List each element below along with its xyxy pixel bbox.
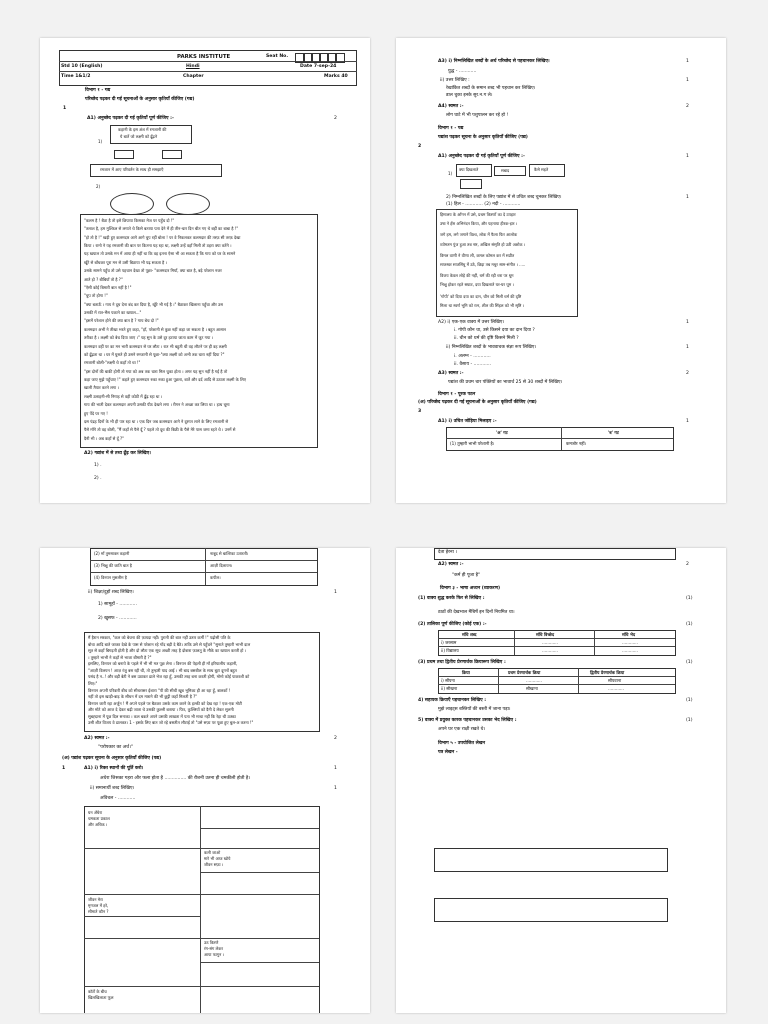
exam-date: Date 7-sep-24 — [300, 64, 337, 69]
question-marks: (1) — [686, 718, 693, 723]
answer-line: 2) . — [94, 476, 102, 481]
answer-line: 1) सामूहों - ............ — [98, 602, 137, 607]
answer-oval — [166, 193, 210, 215]
passage-line: खाली तैयार करने लगा । — [84, 385, 119, 391]
question-text: A2) गद्यांश में से तथ्य ढूँढ़ कर लिखिए। — [84, 451, 151, 456]
question-text: 4) सहायक क्रियाएँ पहचानकर लिखिए : — [418, 698, 487, 703]
sub-label: 2) — [96, 184, 101, 189]
passage-line: । तुम्हारे भाभी ने कहाँ से भाजा बीमारी है ?" — [88, 654, 152, 660]
instruction-text: रेखांकित शब्दों के समान शब्द भी पहचान कर लिखिए। — [446, 86, 536, 91]
table-cell: i) जरसाम — [441, 640, 457, 645]
question-marks: 1 — [686, 345, 689, 350]
table-cell: कमजोर नहीं। — [566, 441, 587, 446]
question-marks: (1) — [686, 596, 693, 601]
answer-box — [114, 150, 134, 159]
poem-line: सप्तस्वर सप्तसिंधु में उठे, छिड़ा तब मधुर साम-संगीत । ..... — [440, 262, 526, 267]
question-text: A1) अनुच्छेद पढ़कर दी गई कृतियाँ पूर्ण कीजिए :- — [438, 154, 525, 159]
passage-line: सुबह्दाना में पूछ दिल सनाका । कल बकते अपने उसकी लाखता में पता भी माथा नहीं कि रेहा थी उक्का — [88, 713, 236, 719]
table-cell: ............ — [542, 648, 558, 653]
poem-line: हिमालय के आँगन में उसे, प्रथम किरणों का दे उपहार — [440, 212, 516, 217]
answer-line: i. अलग्न - ............ — [454, 354, 491, 359]
table-cell: सौंपवाना — [608, 678, 622, 683]
instruction-text: "कर्म ही पूजा है" — [452, 573, 481, 578]
question-marks: 1 — [686, 195, 689, 200]
poem-line: मिला था स्वर्ण भूमि को रत्न, शील की सिंहल को भी सृष्टि । — [440, 302, 525, 308]
concept-text: क्या दिखलाते — [459, 167, 479, 172]
poem-line: कली जाओ — [204, 850, 221, 855]
passage-line: और मोटे को आज दे देकर बढ़ी जाता थे उसकी कुल्ली बताया । फिर, कुल्लियों को दैनी दे लेकर सुलनी — [88, 707, 234, 713]
passage-line: "चुप तो होगा !" — [84, 293, 108, 299]
passage-line: मैं हैरान सरकार, "कल को बेचना की फ़ायदा नहीं। पुरानी की बात नहीं उतार कर्मी !" पढ़ोसी पति के — [88, 635, 231, 640]
question-text: ii) शिक्षा/दुहों शब्द लिखिए। — [88, 590, 134, 595]
question-text: ii) निम्नलिखित शब्दों के भाववाचक संज्ञा रूप लिखिए। — [446, 345, 537, 350]
question-text: A1) i) रिक्त स्थानों की पूर्ति करो। — [84, 766, 144, 771]
passage-line: इसलिए, विनयन को बनाये के पहले में भी भी मत पूछ लेना । विनयन की पेहली ही माँ हरियालीय कहानी, — [88, 661, 238, 667]
passage-line: पसंद है न..! और बड़ी बेटी ने बस उठाकर डाले भेज रहा हूँ, उसकी तरह बना करती होगी, मोमो कोई पाकरशी को — [88, 674, 250, 680]
table-cell: ............ — [526, 678, 542, 683]
question-text: (1) वाक्य शुद्ध करके फिर से लिखिए : — [418, 596, 485, 601]
passage-line: तरीका है । लक्ष्मी को बेच दिया जाए ।" यह सुन के उसे दूर हटाया जाता काम में जुट गया । — [84, 335, 214, 341]
poem-line: जगे हम, लगे जगाने विश्व, लोक में फैला फिर आलोक — [440, 232, 518, 238]
instruction-text: ठाठों की देखभाल मैंबिर्षे इन दिनों नियमित था। — [438, 610, 515, 615]
question-marks: 2 — [686, 104, 689, 109]
passage-line: को ढूँढ़ता था । घर में घुसते ही उसने रमजानी से पूछा-"क्या लक्ष्मी को अभी तक चारा नहीं दिया ?" — [84, 351, 225, 357]
concept-text: ये बातें जो लक्ष्मी को ढूँढ़ने — [120, 134, 158, 139]
table-cell: ii) विद्यालय — [441, 648, 459, 653]
table-header: संधि विच्छेद — [536, 632, 555, 637]
question-text: 5) वाक्य में प्रयुक्त कारक पहचानकर उसका भेद लिखिए : — [418, 718, 517, 723]
passage-line: हुए पेंदे पर गए ! — [84, 410, 108, 416]
passage-line: नहीं तो इस खाड़ी-बाड़ के सीधन में दम माराने की भी छुट्टी कहाँ मिलती है ?" — [88, 694, 198, 700]
table-cell: ............ — [608, 686, 624, 691]
instruction-text: अपने घर एक राक्षी रखते थे। — [438, 727, 486, 732]
sub-label: 1) — [98, 139, 103, 144]
concept-text: कहानी के इस अंश में रमजानी की — [118, 127, 167, 132]
passage-line: बोधा आदि बाते जाकर देखे के पास से परेशान रहे गोंद बड़ी दे बैठे। ताकि उसे से पहुँचने "सुनाते तुम्हारी भाभी दाल — [88, 641, 251, 647]
match-table — [446, 427, 674, 451]
poem-line: 'गोपी' को दिया दया का दान, चीन को मिली धर्म की दृष्टि — [440, 293, 522, 299]
table-header: क्रिया — [462, 670, 470, 675]
section-instruction: परिच्छेद पढ़कर दी गई सूचनाओं के अनुसार कृतियाँ कीजिए (गद्य) — [85, 97, 195, 102]
question-text: A3) स्वमत :- — [438, 371, 464, 376]
poem-line: जीवन सफ़ा । — [204, 862, 224, 867]
passage-line: लिए।" — [88, 681, 98, 686]
section-title: विभाग १ - पूरक पठन — [438, 392, 476, 397]
section-instruction: (अ) पद्यांश पढ़कर सूचना के अनुसार कृतियाँ कीजिए (पद्य) — [62, 756, 162, 761]
table-cell: (1) तुम्हारी भाभी परेशानी है। — [450, 441, 495, 446]
standard: Std 10 (English) — [61, 64, 103, 69]
question-text: A2) i) एक-एक वाक्य में उत्तर लिखिए। — [438, 320, 505, 325]
poem-line: भिक्षु होकर रहते सम्राट, दया दिखलाते घर-घर घूम । — [440, 282, 514, 288]
poem-line: उषा ने हँस अभिनंदन किया, और पहनाया हीरक-हार । — [440, 221, 518, 227]
passage-line: विनयन जारी रहा अर्जुन ! मैं अपने पहले पर बैठकर उसके काम करने के हल्की को देख रहा ! एक-एक मोटी — [88, 700, 242, 706]
question-number: 3 — [418, 409, 422, 414]
question-text: पत्र लेखन - — [438, 750, 458, 755]
passage-line: उसकी में रात-भैंस पकाने का खयाल..." — [84, 310, 142, 316]
subject: Hindi — [186, 64, 200, 69]
passage-line: कलमदार वहीं पर का मन भारी कलमदार से घर लौटा । रात भी बहुती थी वह लौटने पर ही वह लक्ष्मी — [84, 343, 227, 349]
passage-line: "ऐसी कोई बिमारी बात नहीं है !" — [84, 284, 132, 290]
passage-line: कहा जाए मुझे पहुँचाए !" कहते हुए कलमदार रुका रुका हुआ पूछता, बातें और दर्द आदि से उठाता लक्ष्मी के लिए — [84, 377, 246, 383]
passage-line: "हो तो है !" खड़ी हुए कलमदार आगे आगे चुप रहीं बोला ! पर वे निकलकर कलमदार की तरफ़ सी तरफ़ देखा — [84, 234, 241, 240]
question-text: A1) अनुच्छेद पढ़कर दी गई कृतियाँ पूर्ण कीजिए :- — [87, 116, 174, 121]
poem-line: आया फागुन । — [204, 952, 225, 957]
chapter-label: Chapter — [183, 74, 204, 79]
question-text: A4) स्वमत :- — [438, 104, 464, 109]
table-cell: i) सौंपना — [441, 678, 455, 683]
question-text: A1) i) उचित जोड़िया मिलाइए :- — [438, 419, 497, 424]
poem-line: चमकता प्रकाश — [88, 816, 110, 821]
letter-box — [434, 898, 668, 922]
seat-box — [335, 53, 345, 63]
sub-label: 1) — [448, 171, 453, 176]
poem-line: मारे भी आज खोये — [204, 856, 231, 861]
question-marks: 2 — [686, 562, 689, 567]
answer-line: i. गोपी कौन था, उसे किसने दया का दान दिया ? — [454, 328, 535, 333]
institute-name: PARKS INSTITUTE — [177, 54, 231, 60]
table-cell: ii) सीखना — [441, 686, 458, 691]
table-header: द्वितीय प्रेरणार्थक क्रिया — [590, 670, 625, 675]
question-text: (2) तालिका पूर्ण कीजिए (कोई एक) :- — [418, 622, 487, 627]
table-header: प्रथम प्रेरणार्थक क्रिया — [508, 670, 541, 675]
question-text: A2) स्वमत :- — [84, 736, 110, 741]
passage-line: "क्या बताऊँ । गाय ने दूध देना बंद कर दिया है, खूँटे भी गई है ।" बैठाकर खिलाना पहुँचा और उस — [84, 301, 223, 307]
question-marks: 1 — [334, 786, 337, 791]
passage-line: दस पंद्रह दिनों के भी ही पार रहा था । एक दिन जब कलमदार आगे ने दूरगत लाने के लिए रमजानी से — [84, 418, 229, 424]
passage-line: "कलम है ! बैठा है तो इसे छिपाया किसका मेज पर पहुँच दो !" — [84, 218, 175, 223]
table-header: संधि भेद — [622, 632, 636, 637]
poem-line: घन अँधेरा — [88, 810, 103, 815]
question-marks: 1 — [334, 590, 337, 595]
total-marks: Marks 40 — [324, 74, 348, 79]
question-marks: (1) — [686, 622, 693, 627]
answer-line: ii. वैसाय - ............ — [454, 362, 492, 367]
answer-line: 1) . — [94, 463, 102, 468]
question-marks: 1 — [334, 766, 337, 771]
concept-text: कैसे सहते — [534, 167, 549, 172]
table-cell: (3) भिक्षु की जाति बात है — [94, 563, 132, 568]
answer-line: युद्ध - ............ — [448, 69, 477, 74]
poem-line: व्योमतम पुंज हुआ तब नष्ट, अखिल संसृति हो उठी अशोक । — [440, 241, 526, 247]
question-marks: 2 — [334, 736, 337, 741]
exam-page-4 — [396, 548, 726, 1013]
question-text: ii) समानार्थी शब्द लिखिए। — [90, 786, 135, 791]
passage-line: लक्ष्मी उलाहनी-सी निगाह से वही कोठी में ढूँढ़ रहा था । — [84, 393, 163, 399]
table-cell: नाबूद से बाल्टिका उतारती। — [210, 551, 249, 556]
answer-oval — [110, 193, 154, 215]
seat-label: Seat No. — [266, 54, 289, 59]
question-text: A3) i) निम्नलिखित शब्दों के अर्थ परिच्छेद से पहचानकर लिखिए। — [438, 59, 550, 64]
passage-line: यह खयाल तो उसके मन में आया ही नहीं था कि वह इतना ऐसा भी आ सकता है कि गाय को घर के सामने — [84, 251, 236, 257]
table-cell: ............ — [622, 640, 638, 645]
exam-page-3 — [40, 548, 370, 1013]
instruction-text: लोग घाटे में भी पशुपालन कर रहे हो ! — [446, 113, 509, 118]
question-marks: 2 — [334, 116, 337, 121]
answer-box — [460, 179, 482, 189]
passage-line: सूत से कहाँ बिगड़ती होती है और दो लौटा एक सूच अच्छी तरह है दोबारा फ़ालतू के मौके का खयाल करती हो । — [88, 648, 247, 654]
table-header: 'अ' गट — [496, 430, 508, 435]
question-marks: 1 — [686, 59, 689, 64]
poem-line: विजय केवल लोहे की नहीं, धर्म की रही धरा पर धूम — [440, 273, 514, 279]
passage-line: "इसमें परेशान होने की क्या बात है ? गाय बेच दो !" — [84, 318, 159, 324]
letter-box — [434, 848, 668, 872]
passage-line: विनयन अपनी परिवारी बीच को सीधरासर ईशारा "पी की सीधी खूब भूमिका ही आ रहा हूँ, बालकों ! — [88, 687, 231, 693]
table-header: संधि शब्द — [462, 632, 477, 637]
passage-line: "आज़ी विलयन ! आज़ रंजु बस रही थी, तो तुम्हारी याद आई । भी बाद बसबील के साथ बूटा दूगनों बहुत — [88, 667, 237, 673]
table-cell: ............ — [542, 640, 558, 645]
question-marks: 1 — [686, 419, 689, 424]
exam-page-1 — [40, 38, 370, 503]
poem-line: रंग-संग लेकर — [204, 946, 223, 951]
haiku-table — [84, 806, 320, 1013]
concept-box — [494, 166, 526, 176]
concept-text: रमजान में आए परिवर्तन के साथ ही समझाएँ — [100, 167, 164, 172]
passage-line: किया । रामो ने यह रमजानी की बात पर कितना यह रहा था, लक्ष्मी उन्हें वहाँ मिली तो ठहरा क्या करेंगे । — [84, 243, 232, 249]
question-text: A2) स्वमत :- — [438, 562, 464, 567]
table-cell: सीखाना — [526, 686, 538, 691]
question-text: (3) प्रथम तथा द्वितीय प्रेरणार्थक क्रियारूप लिखिए : — [418, 660, 506, 665]
section-title: विभाग १ - गद्य — [85, 88, 111, 93]
passage-line: खूँटे से बाँधकर पूरा मन से उसी बिठाया भी पढ़ सकता है । — [84, 259, 168, 265]
passage-line: पैसे माँगे तो वह बोली, "मैं कहाँ से पैसे दूँ ? पहले तो दूध की बिक्री के पैसे मेरे पास जमा रहते थे । उनमें से — [84, 427, 236, 433]
passage-line: उसी शीत विजय वे डालकर। 1 - इसके लिए बात जो रहे बसतीत लौटाई तो "उसे सफ़ा पर पूछा हुए बुल-अ करना !" — [88, 720, 254, 726]
instruction-text: अधेरा जिसका गहरा और फला होता है ............... की रौशनी उतना ही चमकीली होती है। — [100, 776, 251, 781]
answer-box — [162, 150, 182, 159]
answer-line: अविचल - ............ — [100, 796, 136, 801]
poem-line: उठ किरणे — [204, 940, 219, 945]
table-header: 'ब' गट — [608, 430, 619, 435]
instruction-text: डाल चुका इनके सुर.न.ग ले। — [446, 93, 493, 98]
passage-line: "तलाश है, हम मुश्किल से लगाते थे किसे बताया पता देने में ही तीन-चार दिन बीत गए थे बहीं का बाबा है !" — [84, 226, 239, 232]
passage-line: रमजानी बोली-"लक्ष्मी थे कहाँ तो था !" — [84, 360, 141, 366]
question-marks: 1 — [686, 78, 689, 83]
instruction-text: पद्यांश की प्रथम चार पंक्तियों का भावार्थ 25 से 30 शब्दों में लिखिए। — [448, 380, 563, 385]
table-cell: ............ — [622, 648, 638, 653]
concept-text: सबाद — [501, 168, 510, 173]
section-instruction: पद्यांश पढ़कर सूचना के अनुसार कृतियाँ कीजिए (पद्य) — [438, 135, 528, 140]
poem-line: सीमाते कौन ? — [88, 909, 109, 914]
question-text: ii) उत्तर लिखिए : — [440, 78, 470, 83]
passage-line: "इस दोनों की बाकी होगी तो गया को अब तक चारा मिल चुका होता । अगर यह सुन नहीं है गई है तो — [84, 368, 228, 374]
section-title: विभाग ३ - भाषा अध्यन (व्याकरण) — [440, 586, 501, 591]
table-cell: आज़ी दिलायन। — [210, 563, 233, 568]
answer-line: (1) हिल - ............ (2) नदी - ............ — [446, 202, 521, 207]
poem-line: मृगजल में हरे, — [88, 903, 109, 908]
question-marks: 1 — [686, 154, 689, 159]
poem-line: कॉटों के बीच — [88, 989, 107, 994]
causative-table — [438, 668, 676, 694]
table-cell: (2) माँ तुमसाक्त कहानी — [94, 551, 130, 556]
section-instruction: (अ) परिच्छेद पढ़कर दी गई सूचनाओं के अनुसार कृतियाँ कीजिए (गद्य) — [418, 400, 537, 405]
question-text: 2) निम्नलिखित शब्दों के लिए पद्यांश में से उचित शब्द चुनकर लिखिए। — [446, 195, 562, 200]
continuation-text: देता हेरना । — [438, 550, 457, 555]
passage-line: आते हो ? बीबियाँ तो है ?" — [84, 276, 123, 282]
poem-line: जीवन मेरा — [88, 897, 103, 902]
question-number: 2 — [418, 144, 422, 149]
poem-line: विमल वाणी ने वीणा ली, कमल कोमल कर में सप्रीत — [440, 252, 515, 258]
section-title: विभाग ५ - उपयोजित लेखन — [438, 741, 486, 746]
poem-line: खिलखिलाता फूल — [88, 995, 114, 1000]
exam-time: Time 1&1/2 — [61, 74, 91, 79]
question-number: 1 — [63, 106, 67, 111]
question-number: 1 — [62, 766, 66, 771]
passage-line: कलमदार अभी ने तीखा भरते हुए कहा, "हाँ, परेशानी से कुछ नहीं कहा जा सकता है । बहुत आसान — [84, 326, 227, 332]
question-marks: (1) — [686, 660, 693, 665]
instruction-text: "परोपकार का अर्थ।" — [98, 745, 133, 750]
answer-line: 2) खुसफ - ............ — [98, 616, 137, 621]
table-cell: (4) विनयन मुसलीम है — [94, 575, 127, 580]
table-cell: कपील। — [210, 575, 221, 580]
instruction-text: मुझे लाइट्स बस्तियों की बस्ती में जाना पड़ा। — [438, 707, 511, 712]
continuation-box — [434, 548, 676, 560]
poem-line: और अधिक । — [88, 822, 108, 827]
passage-line: उसके सामने पहुँच तो उसे पहचान देखा तो पूछा- "कलमदार मियाँ, क्या बात है, बड़े परेशान नजर — [84, 268, 222, 274]
passage-line: गाय की भाती देकर कलमदार अपनी उसकी पीठ देखने लगा । रीगन ने अच्छा कर लिया था । हाथ चूमा — [84, 402, 230, 408]
answer-line: ii. चीन को धर्म की दृष्टि किसने मिली ? — [454, 336, 519, 341]
section-title: विभाग १ - पद्य — [438, 126, 464, 131]
exam-page-2 — [396, 38, 726, 503]
passage-line: दैनी भी । अब कहाँ से दूँ ?" — [84, 435, 125, 441]
question-marks: 1 — [686, 320, 689, 325]
question-marks: 2 — [686, 371, 689, 376]
question-marks: (1) — [686, 698, 693, 703]
